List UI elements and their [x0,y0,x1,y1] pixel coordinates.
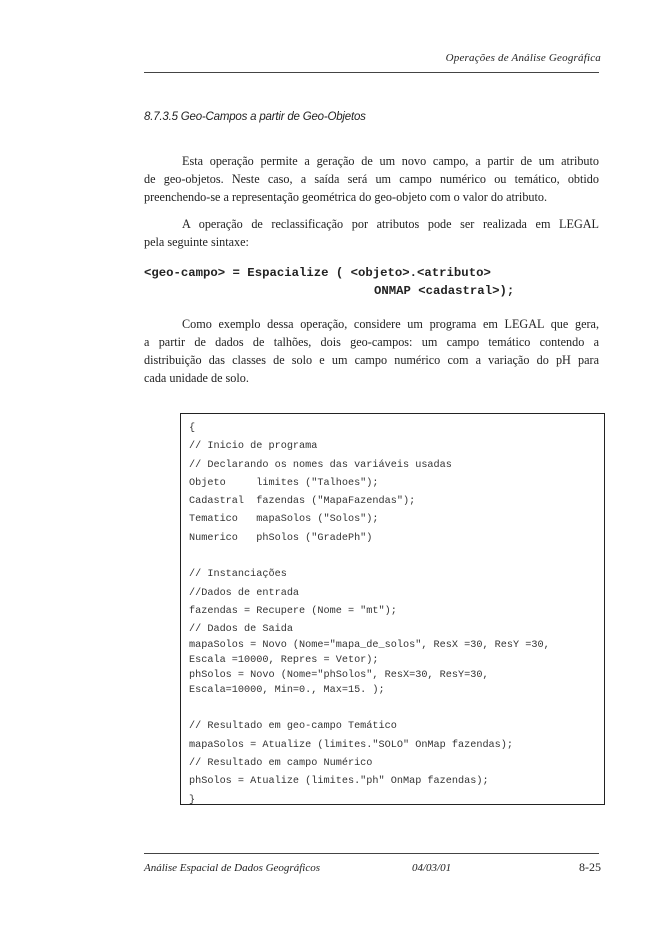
code-line: // Resultado em campo Numérico [189,758,373,770]
code-line: // Dados de Saida [189,624,293,636]
code-line [189,700,596,718]
section-heading: 8.7.3.5 Geo-Campos a partir de Geo-Objetos [144,111,366,123]
paragraph-line: pela seguinte sintaxe: [144,235,249,249]
paragraph-line: a partir de dados de talhões, dois geo-campos: um campo temático contendo a [144,335,599,349]
paragraph-line: A operação de reclassificação por atributos pode ser realizada em LEGAL [182,217,599,231]
code-line: Cadastral fazendas ("MapaFazendas"); [189,496,416,508]
footer-book-title: Análise Espacial de Dados Geográficos [144,862,320,874]
paragraph-line: de geo-objetos. Neste caso, a saída será um campo numérico ou temático, obtido [144,172,599,186]
paragraph-line: cada unidade de solo. [144,371,249,385]
code-line: mapaSolos = Novo (Nome="mapa_de_solos", ResX =30, ResY =30, [189,639,550,651]
code-line: Objeto limites ("Talhoes"); [189,477,379,489]
code-line: Tematico mapaSolos ("Solos"); [189,514,379,526]
code-line: Numerico phSolos ("GradePh") [189,532,373,544]
paragraph-line: distribuição das classes de solo e um campo numérico com a variação do pH para [144,353,599,367]
code-line: //Dados de entrada [189,587,300,599]
running-header: Operações de Análise Geográfica [445,52,601,64]
code-line: fazendas = Recupere (Nome = "mt"); [189,605,397,617]
footer-rule [144,853,599,854]
paragraph-line: preenchendo-se a representação geométrica do geo-objeto com o valor do atributo. [144,190,548,204]
paragraph-line: Esta operação permite a geração de um novo campo, a partir de um atributo [182,154,599,168]
syntax-line-2: ONMAP <cadastral>); [374,284,515,298]
code-line: phSolos = Novo (Nome="phSolos", ResX=30, ResY=30, [189,669,489,681]
footer-date: 04/03/01 [412,862,452,874]
header-rule [144,72,599,73]
code-line: // Inicio de programa [189,441,318,453]
code-line: { [189,423,196,434]
code-listing [180,413,605,805]
code-line: Escala =10000, Repres = Vetor); [189,654,379,666]
paragraph-1 [144,152,599,206]
code-line: phSolos = Atualize (limites."ph" OnMap fazendas); [189,776,489,788]
code-line: } [189,794,196,806]
paragraph-2 [144,215,599,251]
code-line [189,548,596,566]
code-line: mapaSolos = Atualize (limites."SOLO" OnMap fazendas); [189,739,514,751]
code-line: Escala=10000, Min=0., Max=15. ); [189,684,385,696]
code-line: // Instanciações [189,569,287,581]
page-number: 8-25 [579,860,601,874]
code-line: // Declarando os nomes das variáveis usadas [189,459,452,471]
paragraph-line: Como exemplo dessa operação, considere um programa em LEGAL que gera, [182,317,599,331]
code-line: // Resultado em geo-campo Temático [189,721,397,733]
syntax-line-1: <geo-campo> = Espacialize ( <objeto>.<atributo> [144,266,491,280]
paragraph-3 [144,315,599,387]
